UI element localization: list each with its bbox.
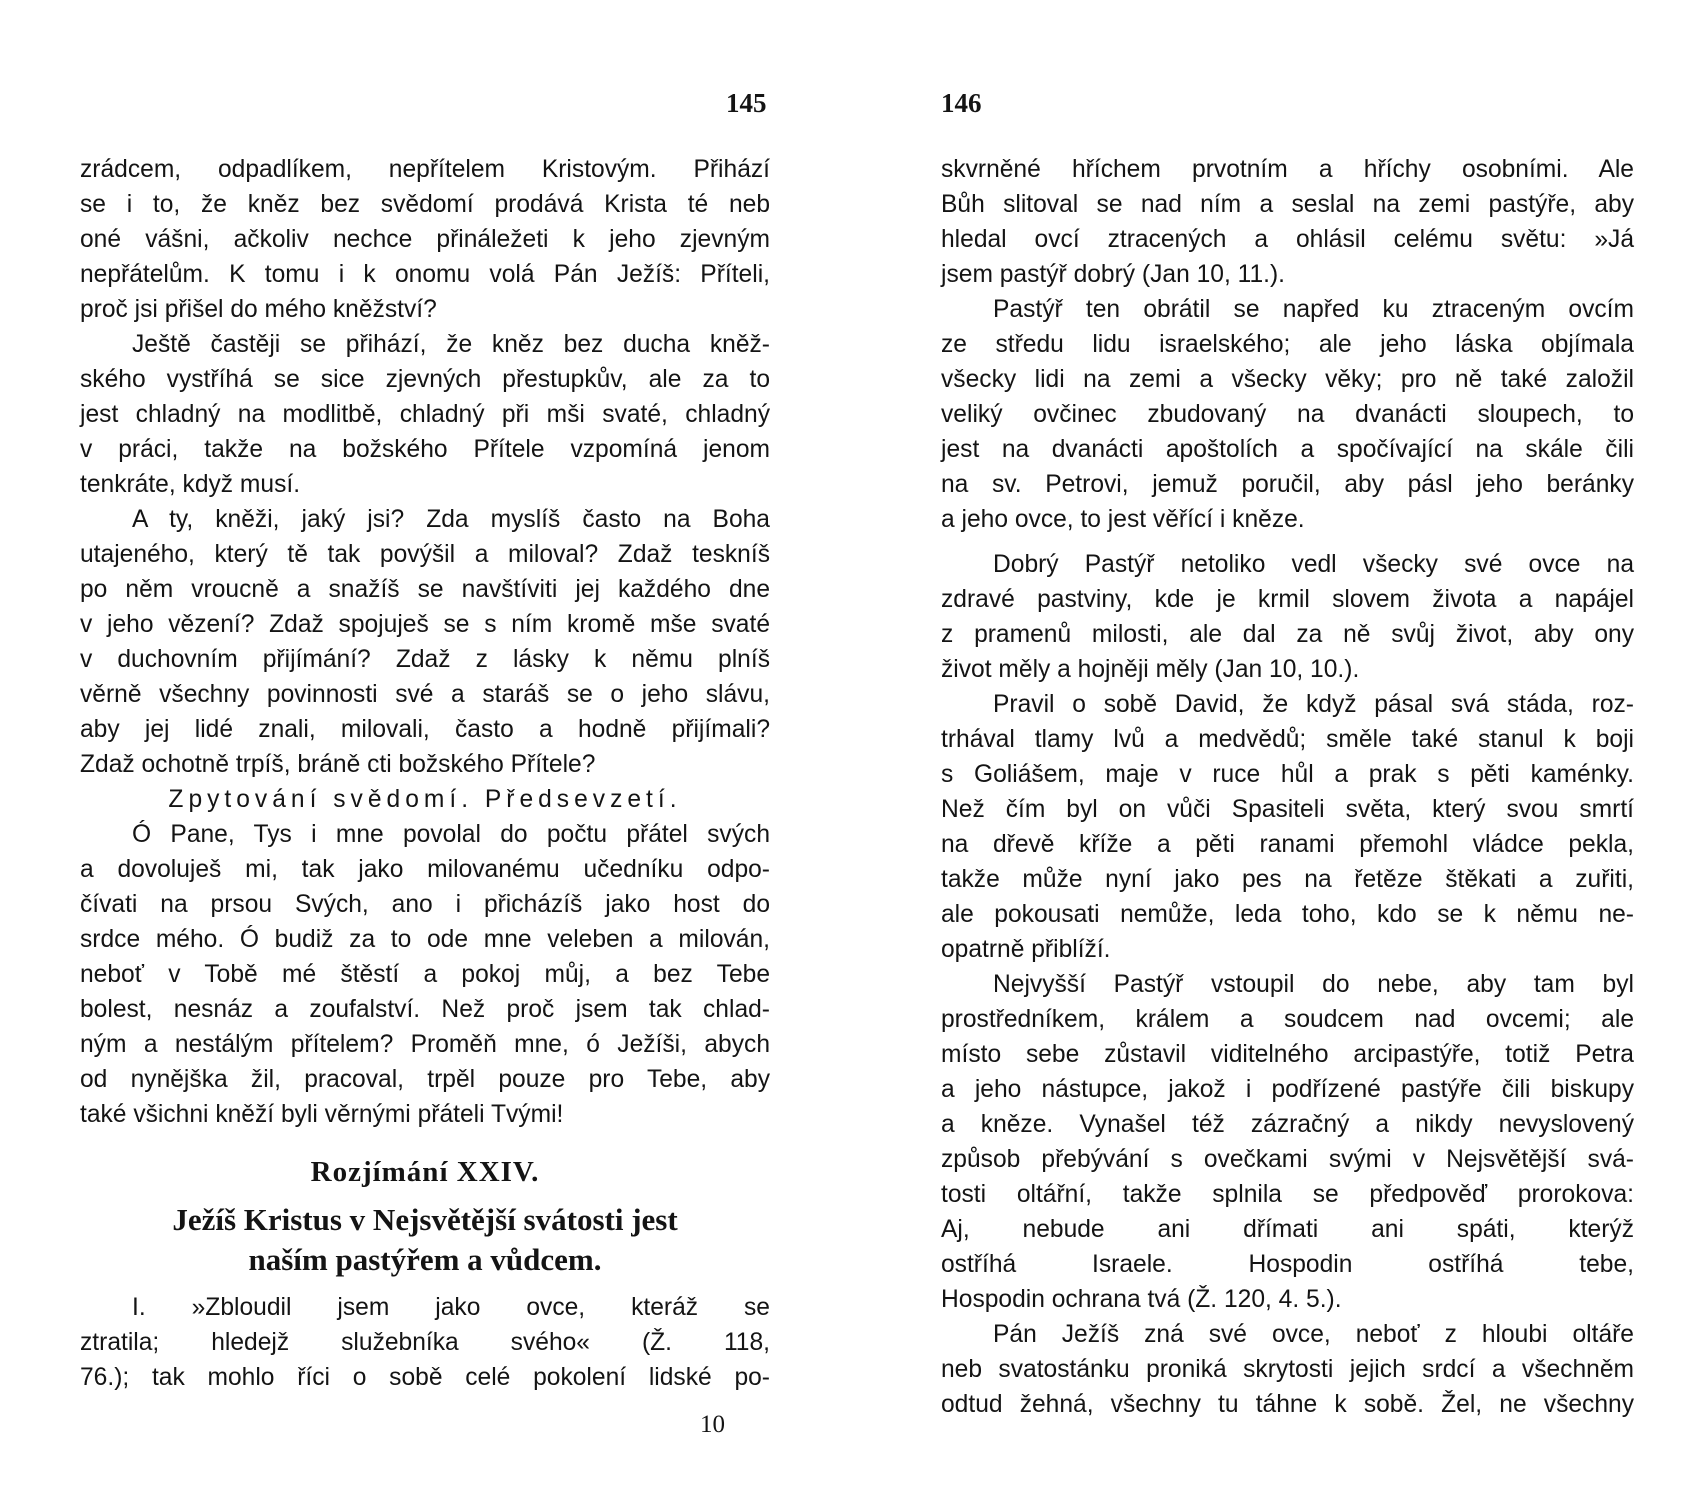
text-line: čívati na prsou Svých, ano i přicházíš jako host do [80, 891, 770, 918]
text-line: Hospodin ochrana tvá (Ž. 120, 4. 5.). [941, 1286, 1342, 1313]
text-line: v jeho vězení? Zdaž spojuješ se s ním kromě mše svaté [80, 611, 770, 638]
text-line: a jeho ovce, to jest věřící i kněze. [941, 506, 1305, 533]
text-line: Pastýř ten obrátil se napřed ku ztraceným ovcím [993, 296, 1634, 323]
text-line: A ty, kněži, jaký jsi? Zda myslíš často na Boha [132, 506, 770, 533]
text-line: v práci, takže na božského Přítele vzpomíná jenom [80, 436, 770, 463]
text-line: aby jej lidé znali, milovali, často a hodně přijímali? [80, 716, 770, 743]
text-line: prostředníkem, králem a soudcem nad ovcemi; ale [941, 1006, 1634, 1033]
text-line: všecky lidi na zemi a všecky věky; pro ně také založil [941, 366, 1634, 393]
text-line: s Goliášem, maje v ruce hůl a prak s pěti kaménky. [941, 761, 1634, 788]
text-line: na dřevě kříže a pěti ranami přemohl vládce pekla, [941, 831, 1634, 858]
right-page [847, 0, 1694, 1501]
text-line: od nynějška žil, pracoval, trpěl pouze pro Tebe, aby [80, 1066, 770, 1093]
text-line: zdravé pastviny, kde je krmil slovem života a napájel [941, 586, 1634, 613]
text-line: zrádcem, odpadlíkem, nepřítelem Kristovým. Přihází [80, 156, 770, 183]
text-line: věrně všechny povinnosti své a staráš se o jeho slávu, [80, 681, 770, 708]
text-line: ným a nestálým přítelem? Proměň mne, ó Ježíši, abych [80, 1031, 770, 1058]
text-line: hledal ovcí ztracených a ohlásil celému světu: »Já [941, 226, 1634, 253]
text-line: ostříhá Israele. Hospodin ostříhá tebe, [941, 1251, 1634, 1278]
text-line: I. »Zbloudil jsem jako ovce, kteráž se [132, 1294, 770, 1321]
text-line: Bůh slitoval se nad ním a seslal na zemi pastýře, aby [941, 191, 1634, 218]
paragraph [941, 152, 1634, 292]
text-line: a kněze. Vynašel též zázračný a nikdy nevyslovený [941, 1111, 1634, 1138]
text-line: a jeho nástupce, jakož i podřízené pastýře čili biskupy [941, 1076, 1634, 1103]
text-line: ze středu lidu israelského; ale jeho láska objímala [941, 331, 1634, 358]
text-line: způsob přebývání s ovečkami svými v Nejsvětější svá- [941, 1146, 1634, 1173]
text-line: na sv. Petrovi, jemuž poručil, aby pásl jeho beránky [941, 471, 1634, 498]
text-line: z pramenů milosti, ale dal za ně svůj život, aby ony [941, 621, 1634, 648]
examination-heading: Zpytování svědomí. Předsevzetí. [168, 786, 682, 813]
right-text-column [941, 152, 1634, 1422]
text-line: Ó Pane, Tys i mne povolal do počtu přátel svých [132, 821, 770, 848]
text-line: jest chladný na modlitbě, chladný při mši svaté, chladný [80, 401, 770, 428]
text-line: jsem pastýř dobrý (Jan 10, 11.). [941, 261, 1285, 288]
paragraph [941, 292, 1634, 537]
text-line: Nejvyšší Pastýř vstoupil do nebe, aby tam byl [993, 971, 1634, 998]
prayer-paragraph [80, 817, 770, 1132]
text-line: skvrněné hříchem prvotním a hříchy osobními. Ale [941, 156, 1634, 183]
text-line: ztratila; hledejž služebníka svého« (Ž. 118, [80, 1329, 770, 1356]
text-line: proč jsi přišel do mého kněžství? [80, 296, 437, 323]
text-line: Pán Ježíš zná své ovce, neboť z hloubi oltáře [993, 1321, 1634, 1348]
text-line: opatrně přiblíží. [941, 936, 1111, 963]
text-line: oné vášni, ačkoliv nechce přináležeti k jeho zjevným [80, 226, 770, 253]
paragraph [941, 1317, 1634, 1422]
text-line: srdce mého. Ó budiž za to ode mne veleben a milován, [80, 926, 770, 953]
text-line: život měly a hojněji měly (Jan 10, 10.). [941, 656, 1360, 683]
paragraph [80, 502, 770, 782]
chapter-heading [80, 1152, 770, 1280]
text-line: Než čím byl on vůči Spasiteli světa, který svou smrtí [941, 796, 1634, 823]
text-line: takže může nyní jako pes na řetěze štěkati a zuřiti, [941, 866, 1634, 893]
text-line: Aj, nebude ani dřímati ani spáti, kterýž [941, 1216, 1634, 1243]
text-line: Dobrý Pastýř netoliko vedl všecky své ovce na [993, 551, 1634, 578]
text-line: Pravil o sobě David, že když pásal svá stáda, roz- [993, 691, 1634, 718]
signature-mark: 10 [700, 1411, 725, 1438]
text-line: v duchovním přijímání? Zdaž z lásky k němu plníš [80, 646, 770, 673]
text-line: utajeného, který tě tak povýšil a miloval? Zdaž teskníš [80, 541, 770, 568]
text-line: a dovoluješ mi, tak jako milovanému učedníku odpo- [80, 856, 770, 883]
text-line: odtud žehná, všechny tu táhne k sobě. Žel, ne všechny [941, 1391, 1634, 1418]
text-line: jest na dvanácti apoštolích a spočívající na skále čili [941, 436, 1634, 463]
text-line: ale pokousati nemůže, leda toho, kdo se k němu ne- [941, 901, 1634, 928]
page-number: 145 [726, 88, 767, 118]
text-line: neboť v Tobě mé štěstí a pokoj můj, a bez Tebe [80, 961, 770, 988]
text-line: bolest, nesnáz a zoufalství. Než proč jsem tak chlad- [80, 996, 770, 1023]
paragraph [941, 547, 1634, 687]
text-line: tosti oltářní, takže splnila se předpověď prorokova: [941, 1181, 1634, 1208]
paragraph [80, 327, 770, 502]
chapter-title: Ježíš Kristus v Nejsvětější svátosti jest [172, 1202, 678, 1237]
left-text-column [80, 152, 770, 1395]
text-line: nepřátelům. K tomu i k onomu volá Pán Ježíš: Příteli, [80, 261, 770, 288]
text-line: Ještě častěji se přihází, že kněz bez ducha kněž- [132, 331, 770, 358]
page-number: 146 [941, 88, 982, 118]
chapter-title: naším pastýřem a vůdcem. [248, 1242, 602, 1277]
text-line: po něm vroucně a snažíš se navštíviti jej každého dne [80, 576, 770, 603]
text-line: se i to, že kněz bez svědomí prodává Krista té neb [80, 191, 770, 218]
text-line: veliký ovčinec zbudovaný na dvanácti sloupech, to [941, 401, 1634, 428]
text-line: 76.); tak mohlo říci o sobě celé pokolení lidské po- [80, 1364, 770, 1391]
paragraph [941, 687, 1634, 967]
text-line: místo sebe zůstavil viditelného arcipastýře, totiž Petra [941, 1041, 1634, 1068]
chapter-number: Rozjímání XXIV. [310, 1156, 540, 1188]
paragraph [941, 967, 1634, 1317]
text-line: trhával tlamy lvů a medvědů; směle také stanul k boji [941, 726, 1634, 753]
paragraph [80, 152, 770, 327]
text-line: Zdaž ochotně trpíš, bráně cti božského Přítele? [80, 751, 596, 778]
text-line: tenkráte, když musí. [80, 471, 301, 498]
paragraph [80, 1290, 770, 1395]
text-line: ského vystříhá se sice zjevných přestupkův, ale za to [80, 366, 770, 393]
text-line: neb svatostánku proniká skrytosti jejich srdcí a všechněm [941, 1356, 1634, 1383]
text-line: také všichni kněží byli věrnými přáteli Tvými! [80, 1101, 564, 1128]
